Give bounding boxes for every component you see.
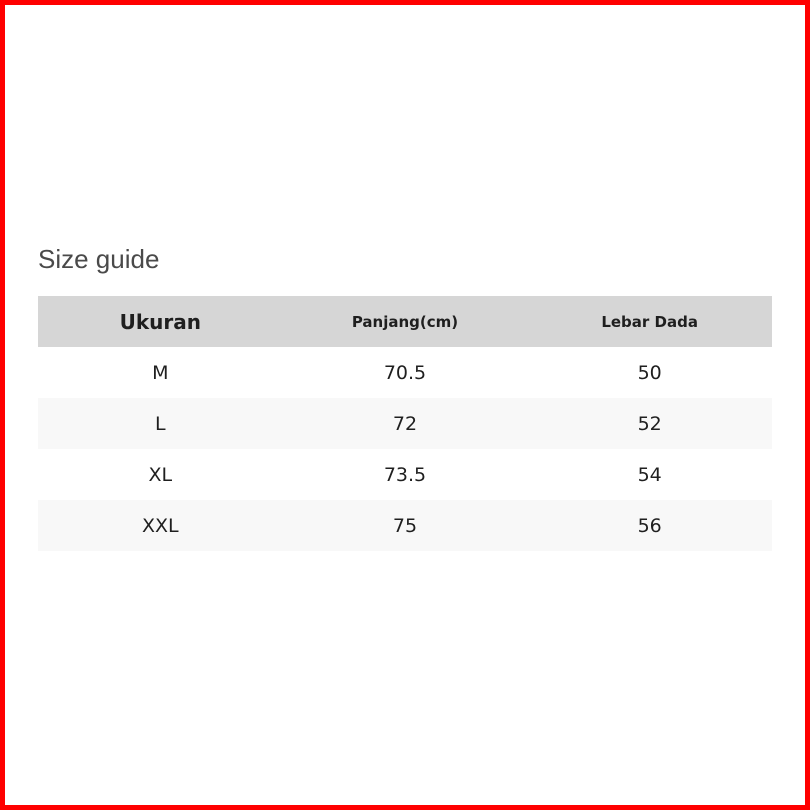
cell-length: 72	[392, 412, 418, 435]
table-row	[38, 500, 772, 551]
size-table	[38, 296, 772, 551]
header-ukuran: Ukuran	[119, 309, 202, 334]
cell-chest-width: 50	[637, 361, 662, 384]
table-header-row	[38, 296, 772, 347]
cell-chest-width: 56	[637, 514, 662, 537]
cell-length: 75	[392, 514, 418, 537]
cell-length: 70.5	[383, 361, 427, 384]
cell-size: XXL	[142, 514, 179, 537]
header-lebar-dada: Lebar Dada	[601, 312, 698, 331]
table-row	[38, 449, 772, 500]
cell-length: 73.5	[383, 463, 427, 486]
header-panjang: Panjang(cm)	[351, 312, 459, 331]
cell-size: L	[155, 412, 166, 435]
cell-size: M	[152, 361, 169, 384]
table-row	[38, 347, 772, 398]
cell-chest-width: 54	[637, 463, 662, 486]
size-guide-title: Size guide	[38, 244, 160, 274]
cell-chest-width: 52	[637, 412, 662, 435]
cell-size: XL	[148, 463, 173, 486]
table-row	[38, 398, 772, 449]
